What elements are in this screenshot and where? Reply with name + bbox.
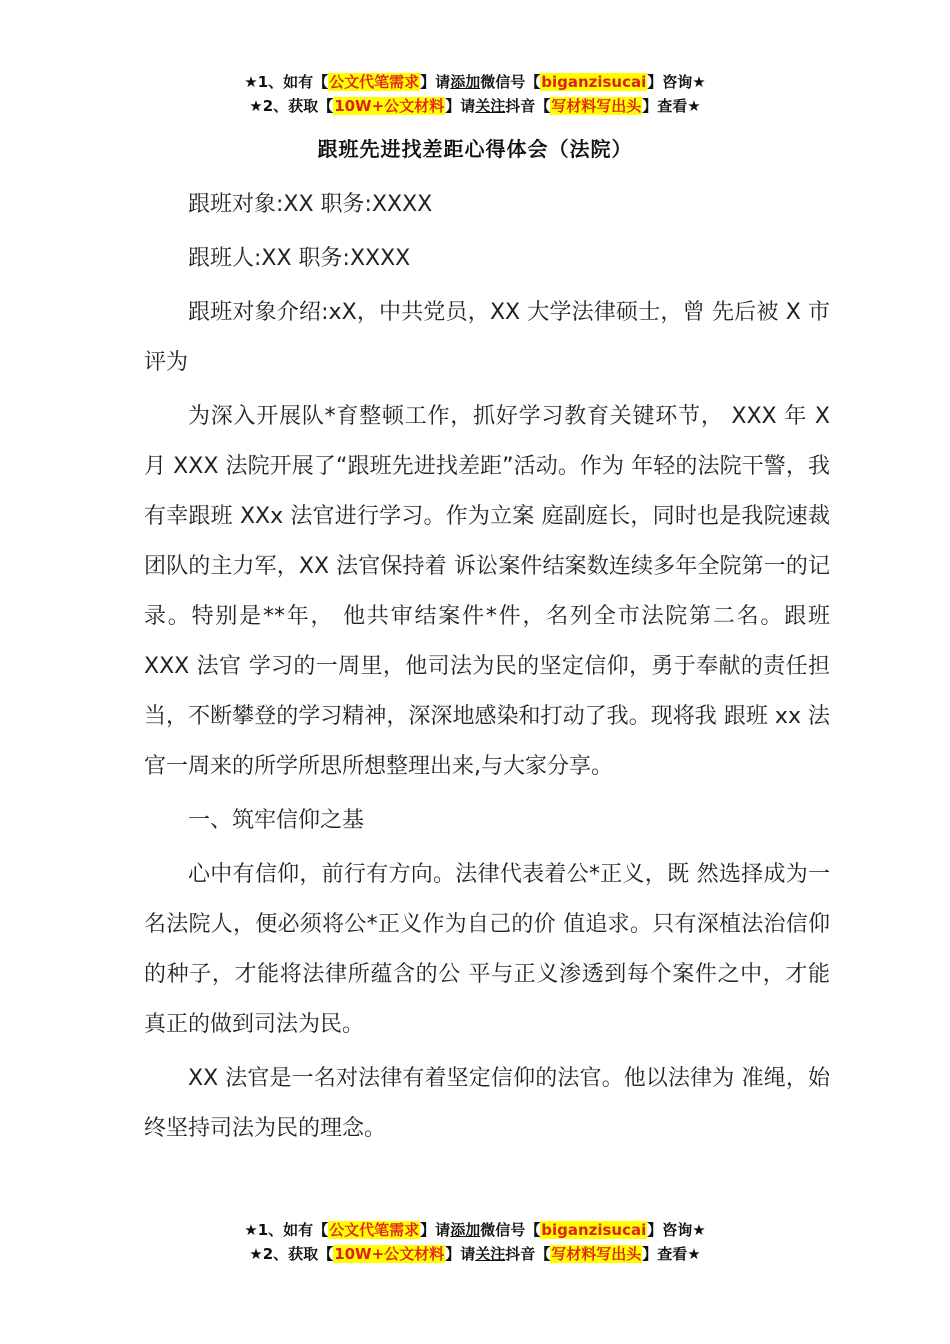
wechat-id: biganzisucai — [541, 73, 647, 91]
banner-line-1 — [0, 70, 950, 94]
highlight-text: 10W+公文材料 — [334, 97, 445, 115]
paragraph: 心中有信仰，前行有方向。法律代表着公*正义，既 然选择成为一名法院人，便必须将公*正义作为自己的价 值追求。只有深植法治信仰的种子，才能将法律所蕴含的公 平与正义渗透到每个案件之中，才能真正的做到司法为民。 — [144, 862, 830, 1037]
douyin-account: 写材料写出头 — [551, 97, 642, 115]
underlined-text: 关注 — [475, 97, 506, 115]
banner-text: ★1、如有【 — [244, 73, 329, 91]
banner-text: 】请 — [420, 73, 451, 91]
banner-text: 微信号【 — [480, 73, 541, 91]
banner-line-1 — [0, 1218, 950, 1242]
banner-text: 】咨询★ — [647, 73, 706, 91]
banner-text: 抖音【 — [505, 97, 551, 115]
wechat-id: biganzisucai — [541, 1221, 647, 1239]
paragraph: 为深入开展队*育整顿工作，抓好学习教育关键环节， XXX 年 X 月 XXX 法院开展了“跟班先进找差距”活动。作为 年轻的法院干警，我有幸跟班 XXx 法官进行学习。作为立案 庭副庭长，同时也是我院速裁团队的主力军，XX 法官保持着 诉讼案件结案数连续多年全院第一的记录。特别是**年， 他共审结案件*件，名列全市法院第二名。跟班 XXX 法官 学习的一周里，他司法为民的坚定信仰，勇于奉献的责任担 当，不断攀登的学习精神，深深地感染和打动了我。现将我 跟班 xx 法官一周来的所学所思所想整理出来,与大家分享。 — [144, 404, 830, 779]
header-banner — [0, 70, 950, 118]
underlined-text: 添加 — [450, 73, 481, 91]
banner-text: 】请 — [420, 1221, 451, 1239]
banner-text: ★1、如有【 — [244, 1221, 329, 1239]
highlight-text: 公文代笔需求 — [329, 73, 420, 91]
document-body — [144, 180, 830, 1158]
footer-banner — [0, 1218, 950, 1266]
banner-line-2 — [0, 94, 950, 118]
douyin-account: 写材料写出头 — [551, 1245, 642, 1263]
banner-text: ★2、获取【 — [249, 1245, 334, 1263]
banner-text: 】咨询★ — [647, 1221, 706, 1239]
underlined-text: 关注 — [475, 1245, 506, 1263]
banner-text: 】查看★ — [642, 97, 701, 115]
banner-text: ★2、获取【 — [249, 97, 334, 115]
document-title: 跟班先进找差距心得体会（法院） — [317, 137, 633, 161]
banner-text: 】请 — [445, 97, 476, 115]
banner-text: 】请 — [445, 1245, 476, 1263]
paragraph: XX 法官是一名对法律有着坚定信仰的法官。他以法律为 准绳，始终坚持司法为民的理念。 — [144, 1066, 830, 1141]
banner-text: 抖音【 — [505, 1245, 551, 1263]
section-heading: 一、筑牢信仰之基 — [188, 808, 365, 833]
banner-text: 微信号【 — [480, 1221, 541, 1239]
paragraph: 跟班对象:XX 职务:XXXX — [188, 192, 433, 217]
highlight-text: 公文代笔需求 — [329, 1221, 420, 1239]
banner-line-2 — [0, 1242, 950, 1266]
highlight-text: 10W+公文材料 — [334, 1245, 445, 1263]
banner-text: 】查看★ — [642, 1245, 701, 1263]
paragraph: 跟班人:XX 职务:XXXX — [188, 246, 411, 271]
underlined-text: 添加 — [450, 1221, 481, 1239]
paragraph: 跟班对象介绍:xX，中共党员，XX 大学法律硕士，曾 先后被 X 市评为 — [144, 300, 830, 375]
